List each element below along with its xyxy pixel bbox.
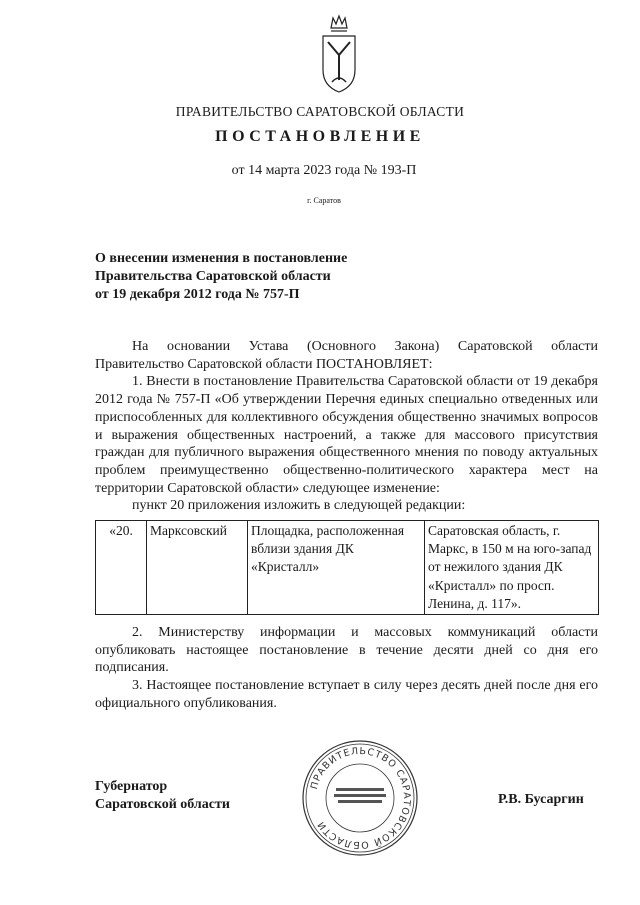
city: г. Саратов — [307, 196, 341, 205]
document-type: ПОСТАНОВЛЕНИЕ — [215, 128, 425, 145]
address-cell: Саратовская область, г. Маркс, в 150 м на юго-запад от нежилого здания ДК «Кристалл» по просп. Ленина, д. 117». — [425, 521, 599, 615]
document-subject — [95, 250, 425, 304]
table-row — [96, 521, 599, 615]
closing-paragraphs — [95, 624, 598, 713]
signatory-position — [95, 778, 230, 814]
coat-of-arms-icon — [318, 12, 360, 96]
amendment-table — [95, 520, 599, 615]
signatory-name: Р.В. Бусаргин — [498, 792, 584, 807]
svg-text:ПРАВИТЕЛЬСТВО САРАТОВСКОЙ ОБЛА — [309, 746, 412, 850]
position-line: Саратовской области — [95, 797, 230, 812]
row-number: «20. — [96, 521, 147, 615]
position-line: Губернатор — [95, 779, 168, 794]
seal-ring-text: ПРАВИТЕЛЬСТВО САРАТОВСКОЙ ОБЛАСТИ — [308, 745, 413, 851]
document-date: от 14 марта 2023 года № 193-П — [231, 163, 417, 178]
district-cell: Марксовский — [147, 521, 248, 615]
subject-line: Правительства Саратовской области — [95, 269, 331, 284]
item-1-paragraph: 1. Внести в постановление Правительства Саратовской области от 19 декабря 2012 года № 757-П «Об утверждении Перечня единых специально отведенных или приспособленных для коллективного обсуждения общественно значимых вопросов и выражения общественных настроений, а также для массового присутствия граждан для публичного выражения общественного мнения по поводу актуальных проблем преимущественно общественно-политического характера мест на территории Саратовской области» следующее изменение: — [95, 374, 598, 496]
subject-line: от 19 декабря 2012 года № 757-П — [95, 287, 300, 302]
official-seal-stamp — [301, 739, 419, 857]
government-name: ПРАВИТЕЛЬСТВО САРАТОВСКОЙ ОБЛАСТИ — [175, 104, 465, 119]
subject-line: О внесении изменения в постановление — [95, 251, 348, 266]
place-cell: Площадка, расположенная вблизи здания ДК «Кристалл» — [248, 521, 425, 615]
body-text — [95, 338, 598, 515]
item-2-paragraph: 2. Министерству информации и массовых коммуникаций области опубликовать настоящее постановление в течение десяти дней со дня его подписания. — [95, 625, 598, 676]
item-3-paragraph: 3. Настоящее постановление вступает в силу через десять дней после дня его официального опубликования. — [95, 678, 598, 711]
intro-paragraph: На основании Устава (Основного Закона) Саратовской области Правительство Саратовской области ПОСТАНОВЛЯЕТ: — [95, 339, 598, 372]
item-1-sub-paragraph: пункт 20 приложения изложить в следующей редакции: — [132, 498, 466, 514]
